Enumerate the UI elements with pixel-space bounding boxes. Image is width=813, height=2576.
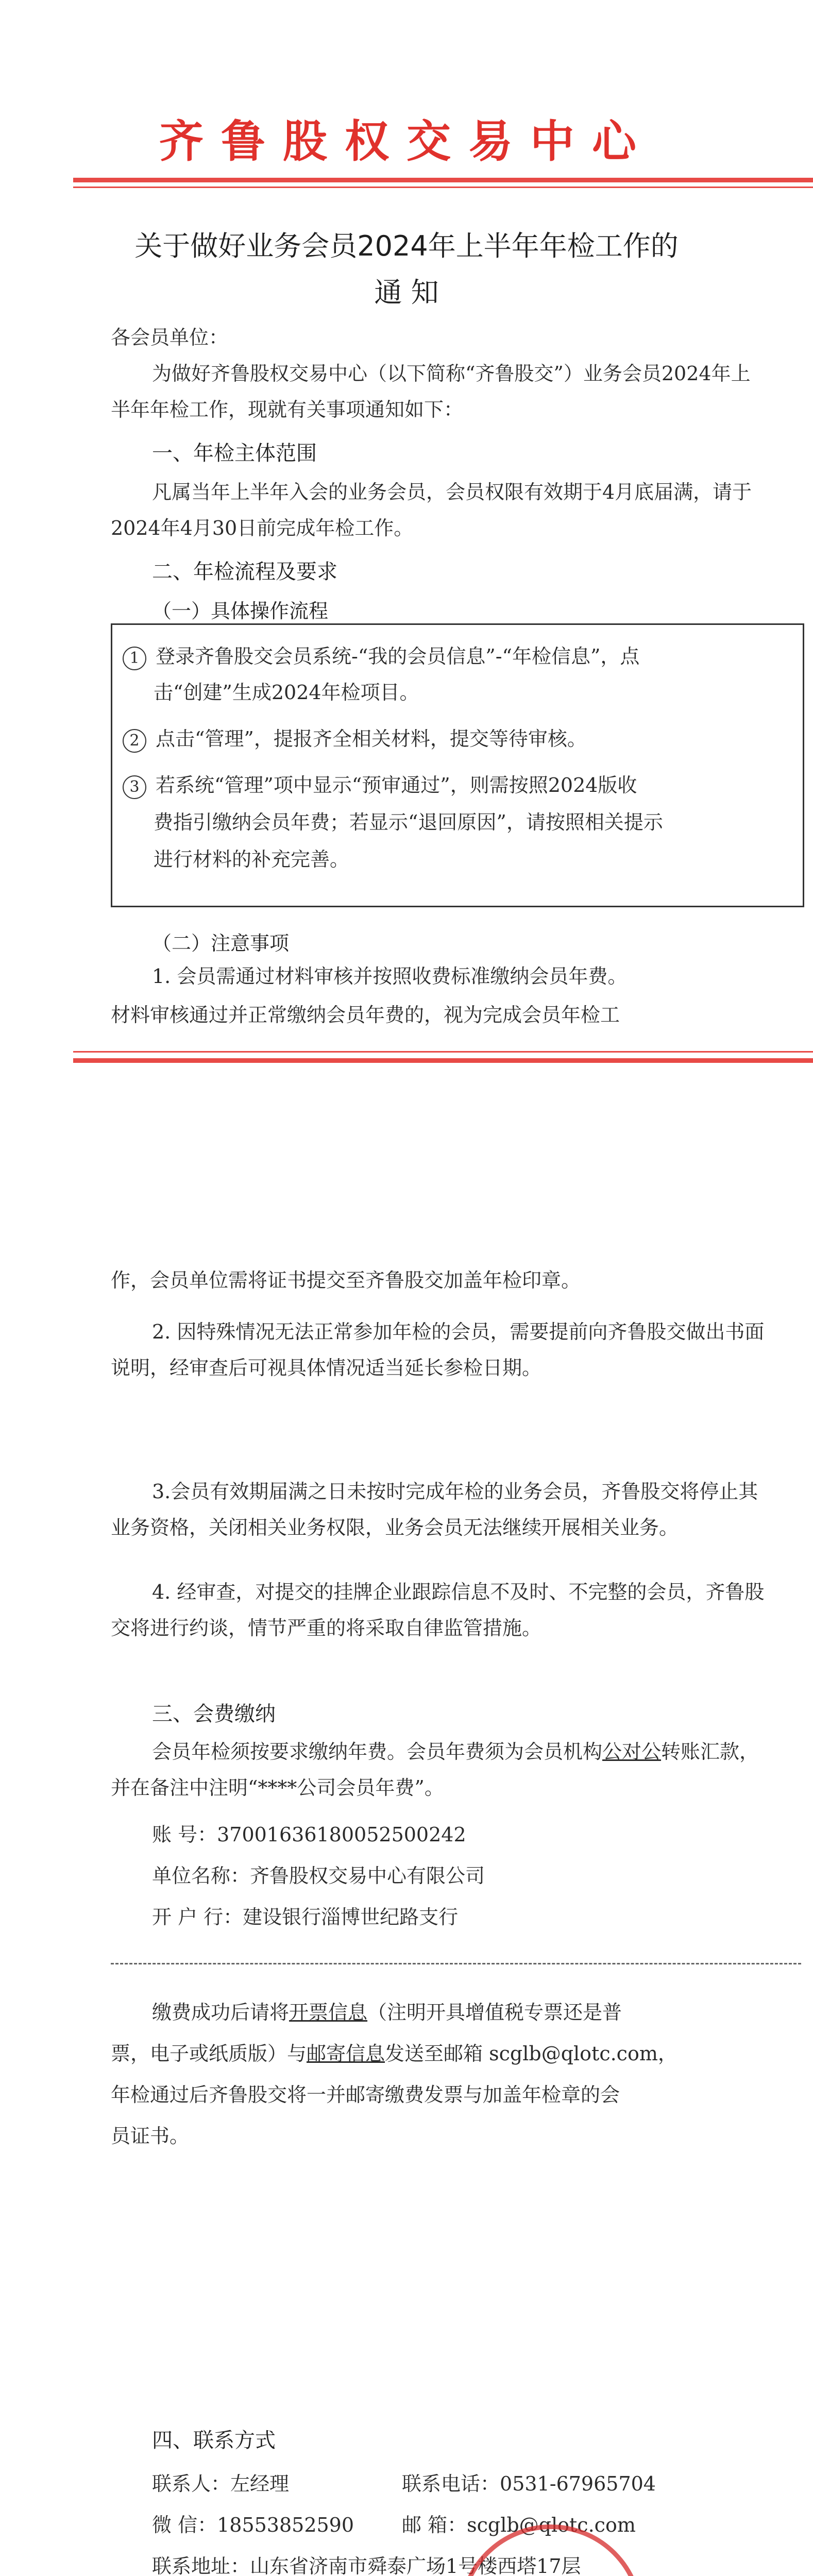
step-2 [123,723,587,753]
notice-title-line1: 关于做好业务会员2024年上半年年检工作的 [134,230,679,262]
note1-line1: 1. 会员需通过材料审核并按照收费标准缴纳会员年费。 [152,965,628,988]
email-value: scglb@qlotc.com [467,2514,636,2536]
step-number: 2 [123,729,146,753]
header-rule-thick [73,178,813,182]
invoice-line4: 员证书。 [111,2125,190,2147]
step-1-cont: 击“创建”生成2024年检项目。 [154,681,419,704]
intro-paragraph: 为做好齐鲁股权交易中心（以下简称“齐鲁股交”）业务会员2024年上半年年检工作，现就有关事项通知如下： [111,362,751,421]
step-3-cont1: 费指引缴纳会员年费；若显示“退回原因”，请按照相关提示 [154,811,663,834]
note1-line2: 材料审核通过并正常缴纳会员年费的，视为完成会员年检工 [111,1004,620,1026]
step-number: 3 [123,775,146,799]
invoice-line2 [111,2038,678,2066]
account-row [152,1819,466,1847]
subsection2-heading: （二）注意事项 [152,932,290,955]
contact-value: 左经理 [230,2472,290,2495]
step-1 [123,640,639,670]
note1-continuation: 作，会员单位需将证书提交至齐鲁股交加盖年检印章。 [111,1269,581,1292]
fee-text-a: 会员年检须按要求缴纳年费。会员年费须为会员机构 [152,1740,603,1763]
page-break-rule-thick [73,1058,813,1063]
salutation: 各会员单位： [111,326,229,349]
wechat-label: 微 信： [152,2514,217,2536]
divider-dashed [111,1963,801,1964]
bank-row [152,1901,458,1929]
header-rule-thin [73,187,813,188]
email-label: 邮 箱： [402,2514,467,2536]
fee-paragraph [111,1734,765,1806]
section3-heading: 三、会费缴纳 [152,1702,276,1726]
step-3-cont2: 进行材料的补充完善。 [154,848,350,871]
step-number: 1 [123,647,146,670]
step-text: 若系统“管理”项中显示“预审通过”，则需按照2024版收 [156,774,637,796]
unit-row [152,1860,485,1888]
section1-text: 凡属当年上半年入会的业务会员，会员权限有效期于4月底届满，请于2024年4月30日前完成年检工作。 [111,481,752,539]
section2-heading: 二、年检流程及要求 [152,560,337,584]
invoice-text-a: 缴费成功后请将 [152,2001,290,2024]
page-break-rule-thin [73,1051,813,1053]
note3: 3.会员有效期届满之日未按时完成年检的业务会员，齐鲁股交将停止其业务资格，关闭相关业务权限，业务会员无法继续开展相关业务。 [111,1480,758,1539]
step-text: 点击“管理”，提报齐全相关材料，提交等待审核。 [156,727,587,750]
phone-value: 0531-67965704 [500,2472,656,2495]
account-value: 37001636180052500242 [217,1823,466,1846]
notice-title-line2: 通 知 [374,276,439,309]
address-label: 联系地址： [152,2555,250,2576]
invoice-line1 [152,1996,622,2025]
section4-heading: 四、联系方式 [152,2429,276,2452]
contact-phone [402,2468,656,2496]
contact-wechat [152,2509,354,2537]
step-3 [123,769,637,799]
section1-heading: 一、年检主体范围 [152,442,317,465]
unit-label: 单位名称： [152,1865,250,1887]
invoice-line3: 年检通过后齐鲁股交将一并邮寄缴费发票与加盖年检章的会 [111,2083,620,2106]
note2: 2. 因特殊情况无法正常参加年检的会员，需要提前向齐鲁股交做出书面说明，经审查后可视具体情况适当延长参检日期。 [111,1320,765,1379]
wechat-value: 18553852590 [217,2514,354,2536]
bank-value: 建设银行淄博世纪路支行 [243,1906,459,1928]
invoice-underlined-1: 开票信息 [289,2001,368,2024]
address-line1: 山东省济南市舜泰广场1号楼西塔17层 [250,2555,581,2576]
bank-label: 开 户 行： [152,1906,243,1928]
fee-text-b: 转账汇款，并在备注中注明“****公司会员年费”。 [111,1740,759,1799]
unit-value: 齐鲁股权交易中心有限公司 [250,1865,485,1887]
invoice-line2-a: 票，电子或纸质版）与 [111,2042,307,2065]
subsection1-heading: （一）具体操作流程 [152,600,329,622]
org-masthead: 齐鲁股权交易中心 [159,116,654,167]
invoice-underlined-2: 邮寄信息 [307,2042,385,2065]
note4: 4. 经审查，对提交的挂牌企业跟踪信息不及时、不完整的会员，齐鲁股交将进行约谈，情节严重的将采取自律监管措施。 [111,1581,765,1639]
step-text: 登录齐鲁股交会员系统-“我的会员信息”-“年检信息”，点 [156,645,640,668]
phone-label: 联系电话： [402,2472,500,2495]
invoice-text-b: （注明开具增值税专票还是普 [367,2001,622,2024]
steps-box [111,623,804,907]
fee-text-underlined: 公对公 [602,1740,662,1763]
contact-person [152,2468,289,2496]
account-label: 账 号： [152,1823,217,1846]
contact-label: 联系人： [152,2472,231,2495]
invoice-line2-b: 发送至邮箱 scglb@qlotc.com， [385,2042,678,2065]
